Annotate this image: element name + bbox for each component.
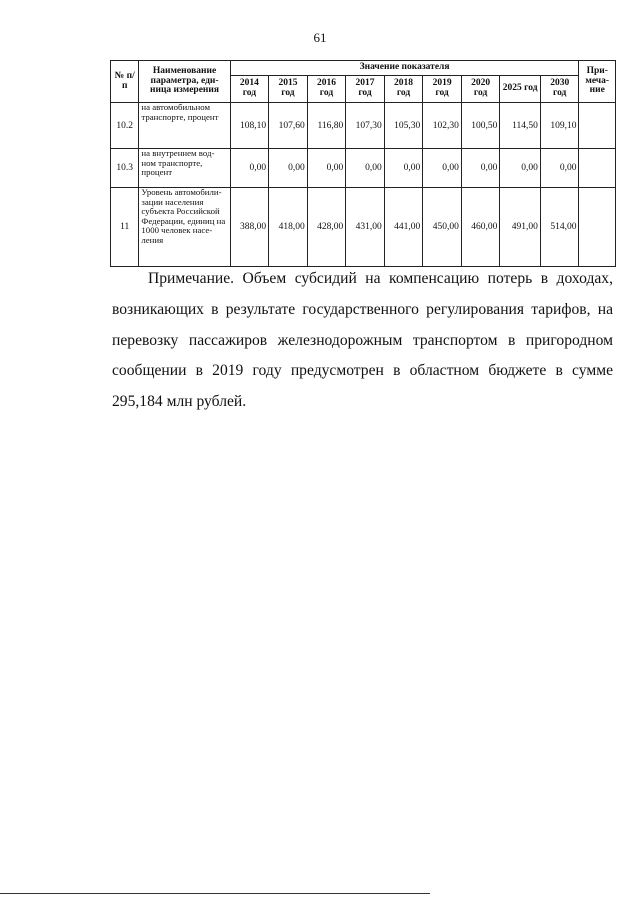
row-value: 428,00 <box>307 188 346 267</box>
row-value: 108,10 <box>230 103 269 149</box>
header-year: 2019 год <box>423 76 462 103</box>
row-value: 0,00 <box>423 149 462 188</box>
row-value: 441,00 <box>384 188 423 267</box>
row-value: 0,00 <box>500 149 541 188</box>
row-value: 431,00 <box>346 188 385 267</box>
row-value: 0,00 <box>540 149 579 188</box>
indicator-table <box>110 60 616 267</box>
row-value: 107,30 <box>346 103 385 149</box>
row-value: 102,30 <box>423 103 462 149</box>
row-value: 514,00 <box>540 188 579 267</box>
row-parameter-name: на автомобильном транспорте, процент <box>139 103 230 149</box>
row-value: 418,00 <box>269 188 308 267</box>
header-year: 2020 год <box>461 76 500 103</box>
row-number: 11 <box>111 188 139 267</box>
row-value: 0,00 <box>269 149 308 188</box>
page-number: 61 <box>313 30 327 45</box>
row-note <box>579 149 616 188</box>
header-name: Наименование параметра, еди-ница измерения <box>139 61 230 103</box>
table-row <box>111 188 616 267</box>
header-note: При-меча-ние <box>579 61 616 103</box>
row-value: 450,00 <box>423 188 462 267</box>
header-year: 2025 год <box>500 76 541 103</box>
row-value: 107,60 <box>269 103 308 149</box>
row-value: 0,00 <box>384 149 423 188</box>
row-number: 10.3 <box>111 149 139 188</box>
row-value: 0,00 <box>307 149 346 188</box>
row-value: 0,00 <box>230 149 269 188</box>
row-value: 109,10 <box>540 103 579 149</box>
row-value: 116,80 <box>307 103 346 149</box>
footer-rule <box>0 893 430 894</box>
table-row <box>111 103 616 149</box>
row-note <box>579 103 616 149</box>
note-paragraph: Примечание. Объем субсидий на компенсацию потерь в доходах, возникающих в результате государственного регулирования тарифов, на перевозку пассажиров железнодорожным транспортом в пригородном сообщении в 2019 году предусмотрен в областном бюджете в сумме 295,184 млн рублей. <box>112 270 613 411</box>
row-number: 10.2 <box>111 103 139 149</box>
header-year: 2014 год <box>230 76 269 103</box>
row-parameter-name: Уровень автомобили-зации населения субъекта Российской Федерации, единиц на 1000 человек насе-ления <box>139 188 230 267</box>
row-value: 105,30 <box>384 103 423 149</box>
header-year: 2016 год <box>307 76 346 103</box>
row-value: 100,50 <box>461 103 500 149</box>
header-year: 2018 год <box>384 76 423 103</box>
header-value-group: Значение показателя <box>230 61 579 76</box>
row-value: 114,50 <box>500 103 541 149</box>
row-note <box>579 188 616 267</box>
header-year: 2017 год <box>346 76 385 103</box>
row-value: 388,00 <box>230 188 269 267</box>
table-row <box>111 149 616 188</box>
header-num: № п/п <box>111 61 139 103</box>
header-year: 2030 год <box>540 76 579 103</box>
row-value: 0,00 <box>461 149 500 188</box>
row-value: 491,00 <box>500 188 541 267</box>
row-value: 460,00 <box>461 188 500 267</box>
row-parameter-name: на внутреннем вод-ном транспорте, процент <box>139 149 230 188</box>
header-year: 2015 год <box>269 76 308 103</box>
row-value: 0,00 <box>346 149 385 188</box>
